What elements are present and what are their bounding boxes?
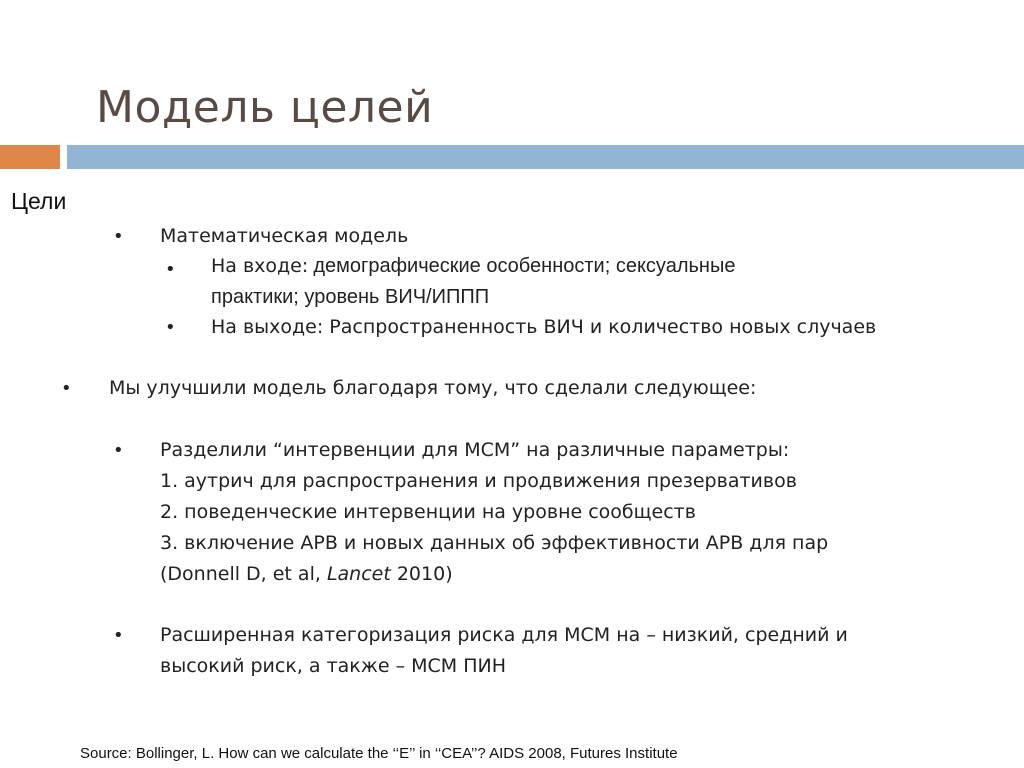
list-item-improved: Мы улучшили модель благодаря тому, что сделали следующее: [109,377,757,399]
split-item-1: 1. аутрич для распространения и продвижения презервативов [160,470,797,492]
accent-bar-blue [67,145,1024,169]
list-item-risk-2: высокий риск, а также – МСМ ПИН [160,655,507,677]
citation-authors: (Donnell D, et al, [160,563,327,585]
bullet: • [165,317,176,338]
accent-bar-orange [0,145,60,169]
citation-journal: Lancet [326,563,391,585]
list-item-input [211,255,735,278]
bullet: • [165,259,176,280]
bullet: • [113,226,124,247]
input-text-2: практики; уровень ВИЧ/ИППП [211,286,490,308]
input-text-1: демографические особенности; сексуальные [313,255,736,277]
list-item-math-model: Математическая модель [160,225,409,247]
split-item-3: 3. включение АРВ и новых данных об эффективности АРВ для пар [160,532,829,554]
slide-title: Модель целей [96,82,434,133]
list-item-split: Разделили “интервенции для МСМ” на различные параметры: [160,439,790,461]
bullet: • [113,625,124,646]
list-item-output: На выходе: Распространенность ВИЧ и количество новых случаев [211,316,877,338]
section-heading: Цели [11,188,67,214]
citation [160,563,453,585]
input-label: На входе: [211,255,309,277]
bullet: • [61,378,72,399]
split-item-2: 2. поведенческие интервенции на уровне сообществ [160,501,696,523]
list-item-risk-1: Расширенная категоризация риска для МСМ на – низкий, средний и [160,624,848,646]
citation-year: 2010) [390,563,453,585]
bullet: • [113,440,124,461]
source-footnote: Source: Bollinger, L. How can we calculate the ‘‘E’’ in ‘‘CEA’’? AIDS 2008, Futures Institute [80,745,678,762]
